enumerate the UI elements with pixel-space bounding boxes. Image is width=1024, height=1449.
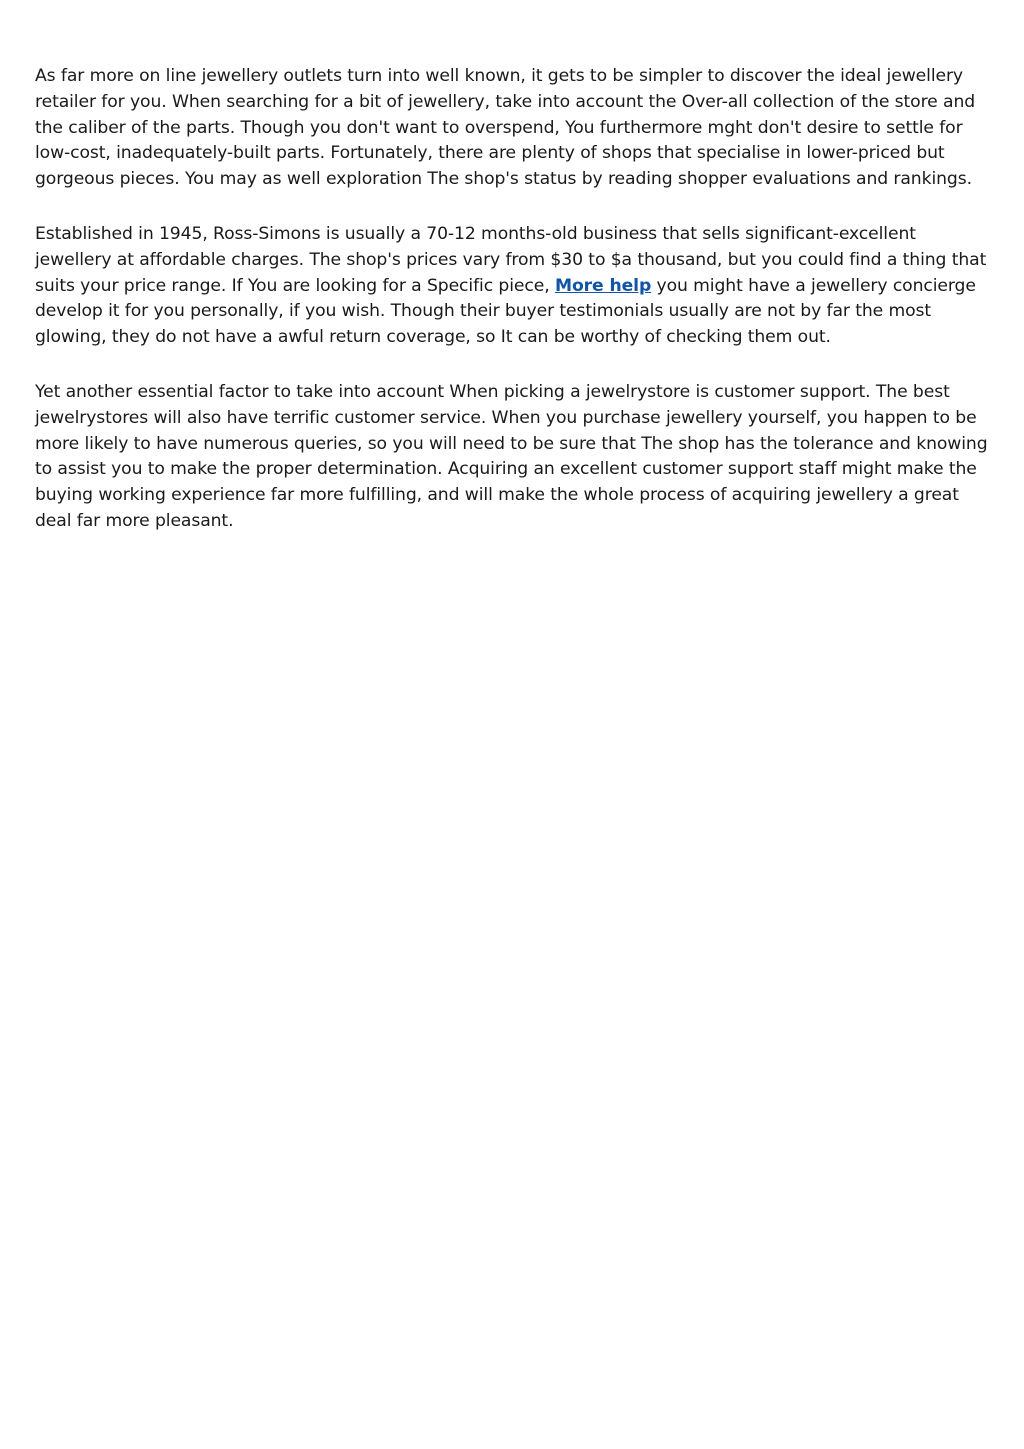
more-help-link[interactable]: More help [554, 275, 652, 296]
paragraph-1: As far more on line jewellery outlets turn into well known, it gets to be simpler to discover the ideal jewellery retailer for you. When searching for a bit of jewellery, take into account the Over-all collection of the store and the caliber of the parts. Though you don't want to overspend, You furthermore mght don't desire to settle for low-cost, inadequately-built parts. Fortunately, there are plenty of shops that specialise in lower-priced but gorgeous pieces. You may as well exploration The shop's status by reading shopper evaluations and rankings. [35, 66, 976, 190]
paragraph-2 [35, 222, 995, 351]
paragraph-2-text-before-link: Established in 1945, Ross-Simons is usually a 70-12 months-old business that sells significant-excellent jewellery at affordable charges. The shop's prices vary from $30 to $a thousand, but you could find a thing that suits your price range. If You are looking for a Specific piece, [35, 223, 987, 296]
document-body [35, 64, 995, 564]
paragraph-2-text-after-link: you might have a jewellery concierge develop it for you personally, if you wish. Though their buyer testimonials usually are not by far the most glowing, they do not have a awful return coverage, so It can be worthy of checking them out. [35, 275, 976, 348]
paragraph-3: Yet another essential factor to take into account When picking a jewelrystore is customer support. The best jewelrystores will also have terrific customer service. When you purchase jewellery yourself, you happen to be more likely to have numerous queries, so you will need to be sure that The shop has the tolerance and knowing to assist you to make the proper determination. Acquiring an excellent customer support staff might make the buying working experience far more fulfilling, and will make the whole process of acquiring jewellery a great deal far more pleasant. [35, 381, 988, 531]
